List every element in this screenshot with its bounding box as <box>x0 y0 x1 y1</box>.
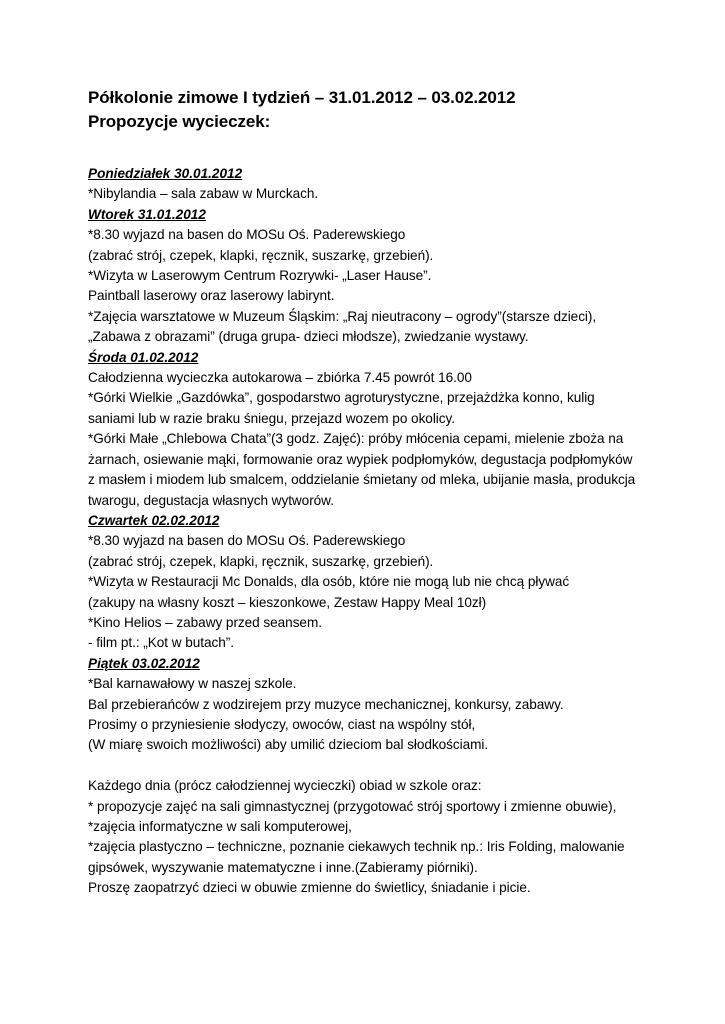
day-line: *Wizyta w Laserowym Centrum Rozrywki- „Laser Hause”. <box>88 268 432 284</box>
day-line: - film pt.: „Kot w butach”. <box>88 635 234 651</box>
day-line: (W miarę swoich możliwości) aby umilić dzieciom bal słodkościami. <box>88 737 489 753</box>
day-section-friday <box>88 654 665 756</box>
day-line: *Bal karnawałowy w naszej szkole. <box>88 676 297 692</box>
day-line: *Nibylandia – sala zabaw w Murckach. <box>88 186 319 202</box>
spacer <box>88 134 665 164</box>
day-line: Prosimy o przyniesienie słodyczy, owoców, ciast na wspólny stół, <box>88 716 476 732</box>
note-line: Każdego dnia (prócz całodziennej wycieczki) obiad w szkole oraz: <box>88 778 482 794</box>
day-line: żarnach, osiewanie mąki, formowanie oraz wypiek podpłomyków, degustacja podpłomyków <box>88 451 633 467</box>
document-title: Półkolonie zimowe I tydzień – 31.01.2012 – 03.02.2012 <box>88 88 516 107</box>
day-heading-monday: Poniedziałek 30.01.2012 <box>88 166 243 181</box>
day-line: (zabrać strój, czepek, klapki, ręcznik, suszarkę, grzebień). <box>88 553 434 569</box>
spacer <box>88 756 665 776</box>
day-line: *Zajęcia warsztatowe w Muzeum Śląskim: „Raj nieutracony – ogrody”(starsze dzieci), <box>88 308 597 324</box>
day-section-thursday <box>88 511 665 654</box>
day-line: *8.30 wyjazd na basen do MOSu Oś. Paderewskiego <box>88 533 406 549</box>
day-line: Całodzienna wycieczka autokarowa – zbiórka 7.45 powrót 16.00 <box>88 370 472 386</box>
day-line: z masłem i miodem lub smalcem, oddzielanie śmietany od mleka, ubijanie masła, produkcja <box>88 472 636 488</box>
day-line: (zabrać strój, czepek, klapki, ręcznik, suszarkę, grzebień). <box>88 247 434 263</box>
day-heading-tuesday: Wtorek 31.01.2012 <box>88 206 206 222</box>
day-line: twarogu, degustacja własnych wytworów. <box>88 492 334 508</box>
day-line: *Wizyta w Restauracji Mc Donalds, dla osób, które nie mogą lub nie chcą pływać <box>88 574 570 590</box>
day-line: saniami lub w razie braku śniegu, przejazd wozem po okolicy. <box>88 410 455 426</box>
day-section-wednesday <box>88 348 665 511</box>
note-line: Proszę zaopatrzyć dzieci w obuwie zmienne do świetlicy, śniadanie i picie. <box>88 880 531 896</box>
day-heading-thursday: Czwartek 02.02.2012 <box>88 512 220 528</box>
note-line: *zajęcia informatyczne w sali komputerowej, <box>88 818 352 834</box>
day-line: *Górki Wielkie „Gazdówka”, gospodarstwo agroturystyczne, przejażdżka konno, kulig <box>88 390 595 406</box>
note-line: gipsówek, wyszywanie matematyczne i inne.(Zabieramy piórniki). <box>88 859 478 875</box>
note-line: * propozycje zajęć na sali gimnastycznej (przygotować strój sportowy i zmienne obuwie), <box>88 798 617 814</box>
day-line: *Kino Helios – zabawy przed seansem. <box>88 614 322 630</box>
day-heading-friday: Piątek 03.02.2012 <box>88 655 200 671</box>
day-line: *8.30 wyjazd na basen do MOSu Oś. Paderewskiego <box>88 227 406 243</box>
day-section-monday <box>88 164 665 205</box>
day-line: Paintball laserowy oraz laserowy labirynt. <box>88 288 335 304</box>
document-subtitle: Propozycje wycieczek: <box>88 112 271 131</box>
day-heading-wednesday: Środa 01.02.2012 <box>88 349 199 365</box>
day-section-tuesday <box>88 205 665 348</box>
daily-notes <box>88 776 665 898</box>
day-line: „Zabawa z obrazami” (druga grupa- dzieci młodsze), zwiedzanie wystawy. <box>88 329 529 345</box>
day-line: Bal przebierańców z wodzirejem przy muzyce mechanicznej, konkursy, zabawy. <box>88 696 564 712</box>
day-line: *Górki Małe „Chlebowa Chata”(3 godz. Zajęć): próby młócenia cepami, mielenie zboża na <box>88 431 624 447</box>
day-line: (zakupy na własny koszt – kieszonkowe, Zestaw Happy Meal 10zł) <box>88 594 487 610</box>
note-line: *zajęcia plastyczno – techniczne, poznanie ciekawych technik np.: Iris Folding, malowanie <box>88 839 625 855</box>
